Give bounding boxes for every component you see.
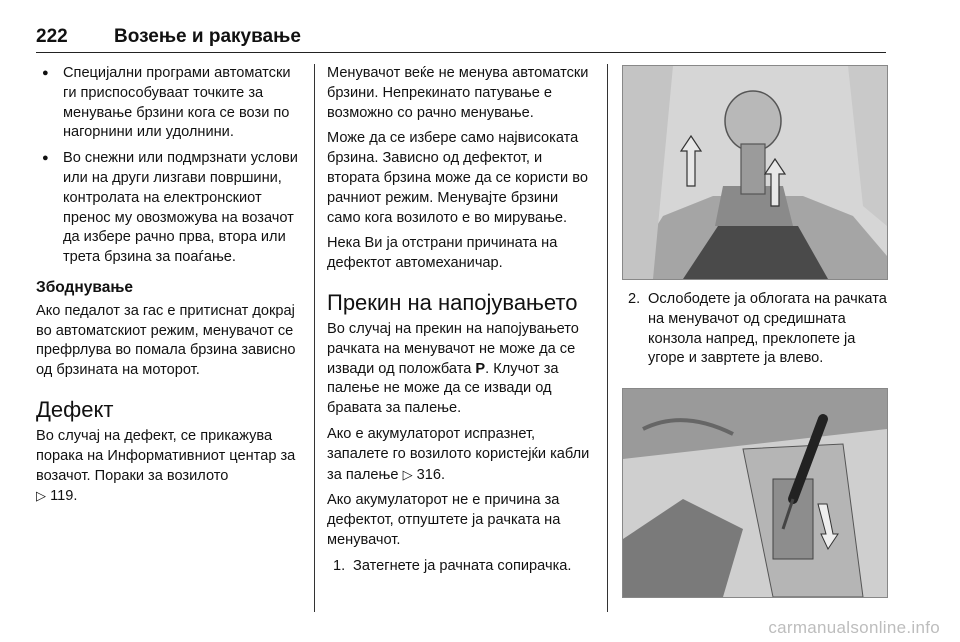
paragraph xyxy=(327,425,592,485)
column-divider xyxy=(314,64,315,612)
gear-lever-illustration xyxy=(623,66,887,279)
bullet-list xyxy=(36,64,298,268)
page-ref-icon: ▷ xyxy=(402,466,413,482)
gear-lever-figure xyxy=(622,65,888,280)
step-text: Затегнете ја рачната сопирачка. xyxy=(353,557,572,574)
paragraph xyxy=(327,320,592,419)
list-item xyxy=(327,557,592,577)
section-title: Возење и ракување xyxy=(114,26,301,47)
page-ref-icon: ▷ xyxy=(36,488,46,504)
paragraph: Ако акумулаторот не е причина за дефектот, отпуштете ја рачката на менувачот. xyxy=(327,492,561,548)
paragraph: Менувачот веќе не менува автоматски брзини. Непрекинато патување е возможно со рачно менување. xyxy=(327,65,589,121)
page-header xyxy=(36,22,886,53)
jump-start-ref-link[interactable]: 316. xyxy=(416,466,446,483)
text-span: Во случај на прекин на напојувањето рачката на менувачот не може да се извади од положбата xyxy=(327,320,579,377)
column-3-text xyxy=(622,290,887,375)
list-item xyxy=(622,290,887,369)
fault-heading: Дефект xyxy=(36,396,114,422)
list-item: ● Специјални програми автоматски ги приспособуваат точките за менување брзини кога се вози по нагорнини или удолнини. xyxy=(36,64,298,143)
step-number: 2. xyxy=(628,291,641,307)
kickdown-text: Ако педалот за гас е притиснат докрај во автоматскиот режим, менувачот се префрлува во помала брзина зависно од брзината на моторот. xyxy=(36,302,296,379)
column-2 xyxy=(327,64,592,583)
column-1 xyxy=(36,64,298,513)
step-text: Ослободете ја облогата на рачката на менувачот од средишната конзола напред, преклопете ја угоре и завртете ја влево. xyxy=(648,291,887,367)
console-cover-illustration xyxy=(623,389,887,597)
page-number: 222 xyxy=(36,26,68,47)
fault-text: Во случај на дефект, се прикажува порака на Информативниот центар за возачот. Пораки за возилото xyxy=(36,427,296,484)
steps-list xyxy=(327,557,592,577)
text-span: Ако е акумулаторот испразнет, запалете го возилото користејќи кабли за палење xyxy=(327,425,590,483)
list-item: ● Во снежни или подмрзнати услови или на други лизгави површини, контролата на електронскиот пренос му овозможува на возачот да избере рачно прва, втора или трета брзина за поаѓање. xyxy=(36,149,298,268)
fault-paragraph xyxy=(36,427,298,507)
step-number: 1. xyxy=(333,557,346,574)
column-divider xyxy=(607,64,608,612)
power-failure-heading: Прекин на напојувањето xyxy=(327,289,578,315)
paragraph: Нека Ви ја отстрани причината на дефектот автомеханичар. xyxy=(327,235,558,272)
kickdown-heading: Збоднување xyxy=(36,278,133,296)
text-span: . Клучот за палење не може да се извади од бравата за палење. xyxy=(327,360,559,417)
fault-ref-link[interactable]: 119. xyxy=(50,488,78,505)
gear-p-label: P xyxy=(475,360,486,377)
paragraph: Може да се избере само највисоката брзина. Зависно од дефектот, и втората брзина може да се користи во рачниот режим. Менувајте брзини само кога возилото е во мирување. xyxy=(327,130,588,226)
console-cover-figure xyxy=(622,388,888,598)
steps-list xyxy=(622,290,887,369)
watermark: carmanualsonline.info xyxy=(768,618,940,637)
